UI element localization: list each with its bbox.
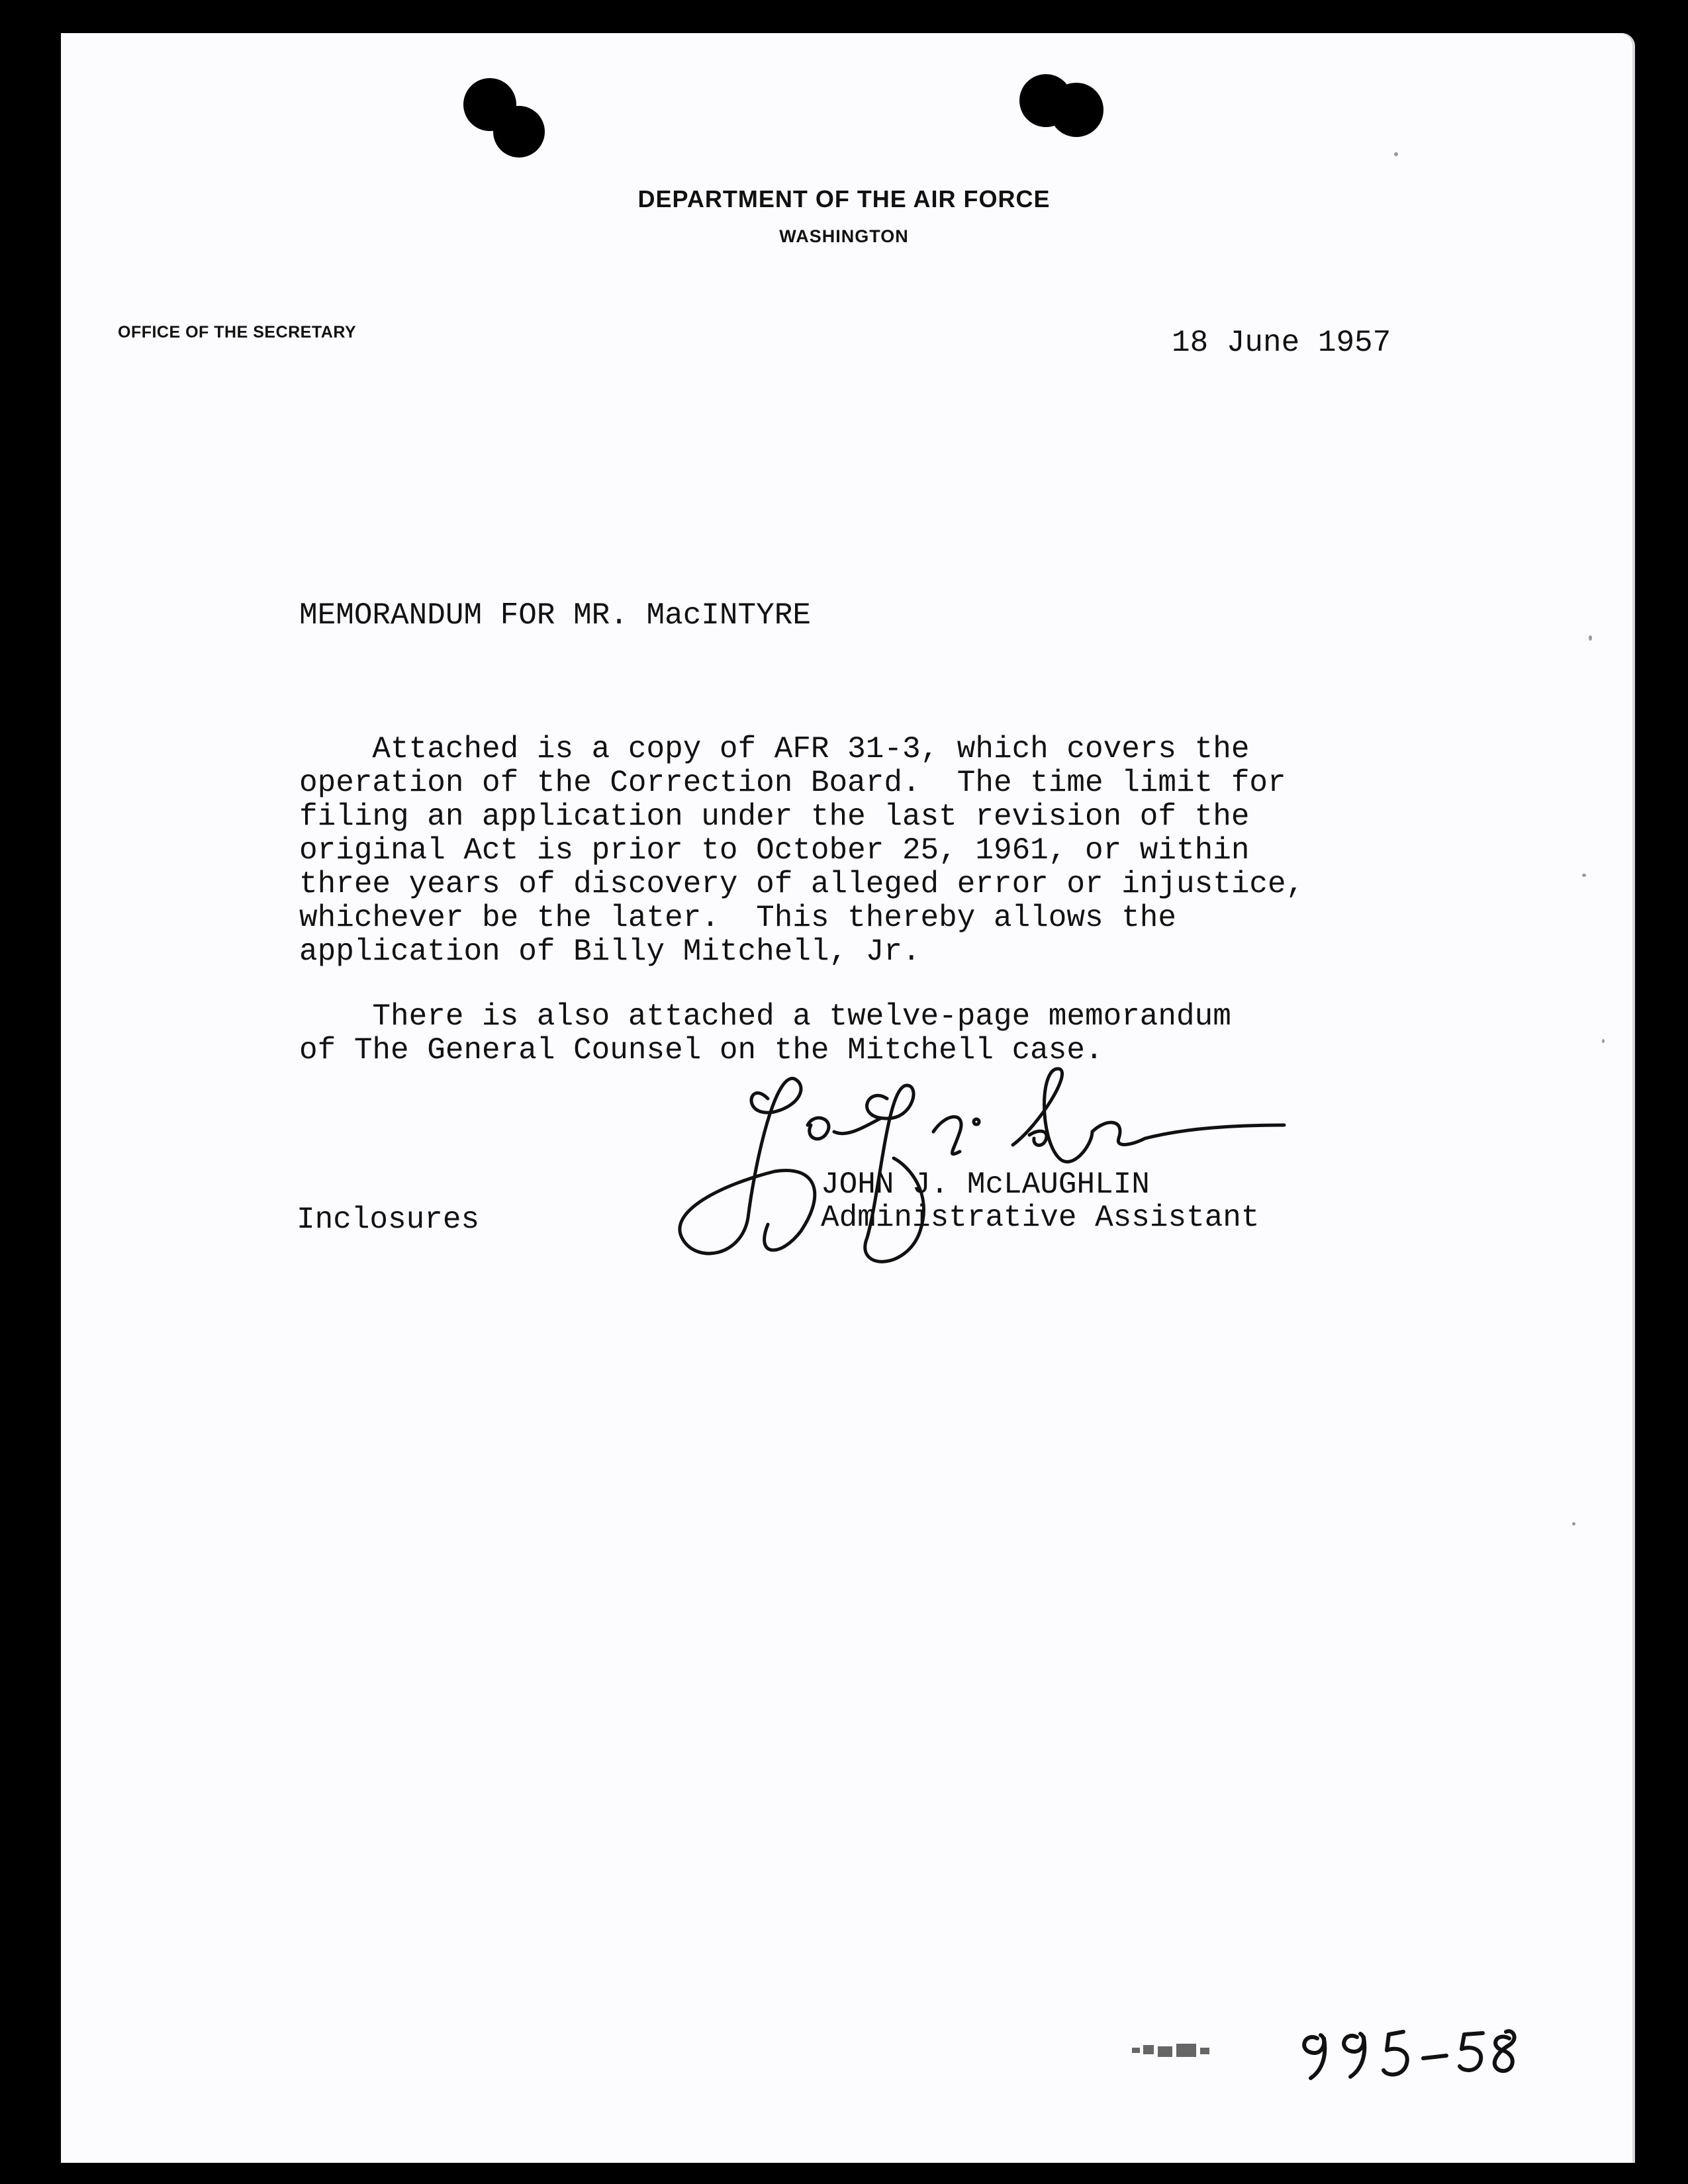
punch-hole-left-bottom [493, 106, 545, 158]
paragraph-line: whichever be the later. This thereby allows the [299, 901, 1177, 935]
enclosures-label: Inclosures [297, 1203, 480, 1237]
paragraph-line: filing an application under the last revision of the [299, 799, 1250, 834]
signatory-name: JOHN J. McLAUGHLIN [821, 1167, 1150, 1202]
scan-speck [1572, 1522, 1575, 1525]
paragraph-line: operation of the Correction Board. The time limit for [299, 766, 1286, 800]
scan-speck [1602, 1039, 1605, 1043]
paragraph-line: of The General Counsel on the Mitchell case. [299, 1033, 1103, 1068]
scan-speck [1394, 152, 1398, 156]
memo-paragraph-1 [299, 699, 1304, 1003]
paragraph-line: There is also attached a twelve-page memorandum [299, 999, 1231, 1034]
paragraph-line: Attached is a copy of AFR 31-3, which covers the [299, 732, 1250, 766]
letterhead-location: WASHINGTON [779, 226, 909, 246]
scan-speck [1582, 874, 1586, 877]
letterhead-department: DEPARTMENT OF THE AIR FORCE [637, 185, 1051, 212]
stamp-smudge [1129, 2038, 1215, 2065]
memo-heading: MEMORANDUM FOR MR. MacINTYRE [299, 598, 811, 633]
signatory-title: Administrative Assistant [821, 1201, 1260, 1235]
scan-speck [1589, 635, 1592, 641]
memo-date: 18 June 1957 [1172, 326, 1391, 360]
handwritten-file-number [1291, 2012, 1529, 2085]
paragraph-line: original Act is prior to October 25, 1961, or within [299, 833, 1250, 868]
paragraph-line: three years of discovery of alleged error or injustice, [299, 867, 1305, 901]
punch-hole-right-b [1049, 83, 1103, 137]
letterhead-office: OFFICE OF THE SECRETARY [118, 323, 357, 341]
paragraph-line: application of Billy Mitchell, Jr. [299, 934, 921, 969]
